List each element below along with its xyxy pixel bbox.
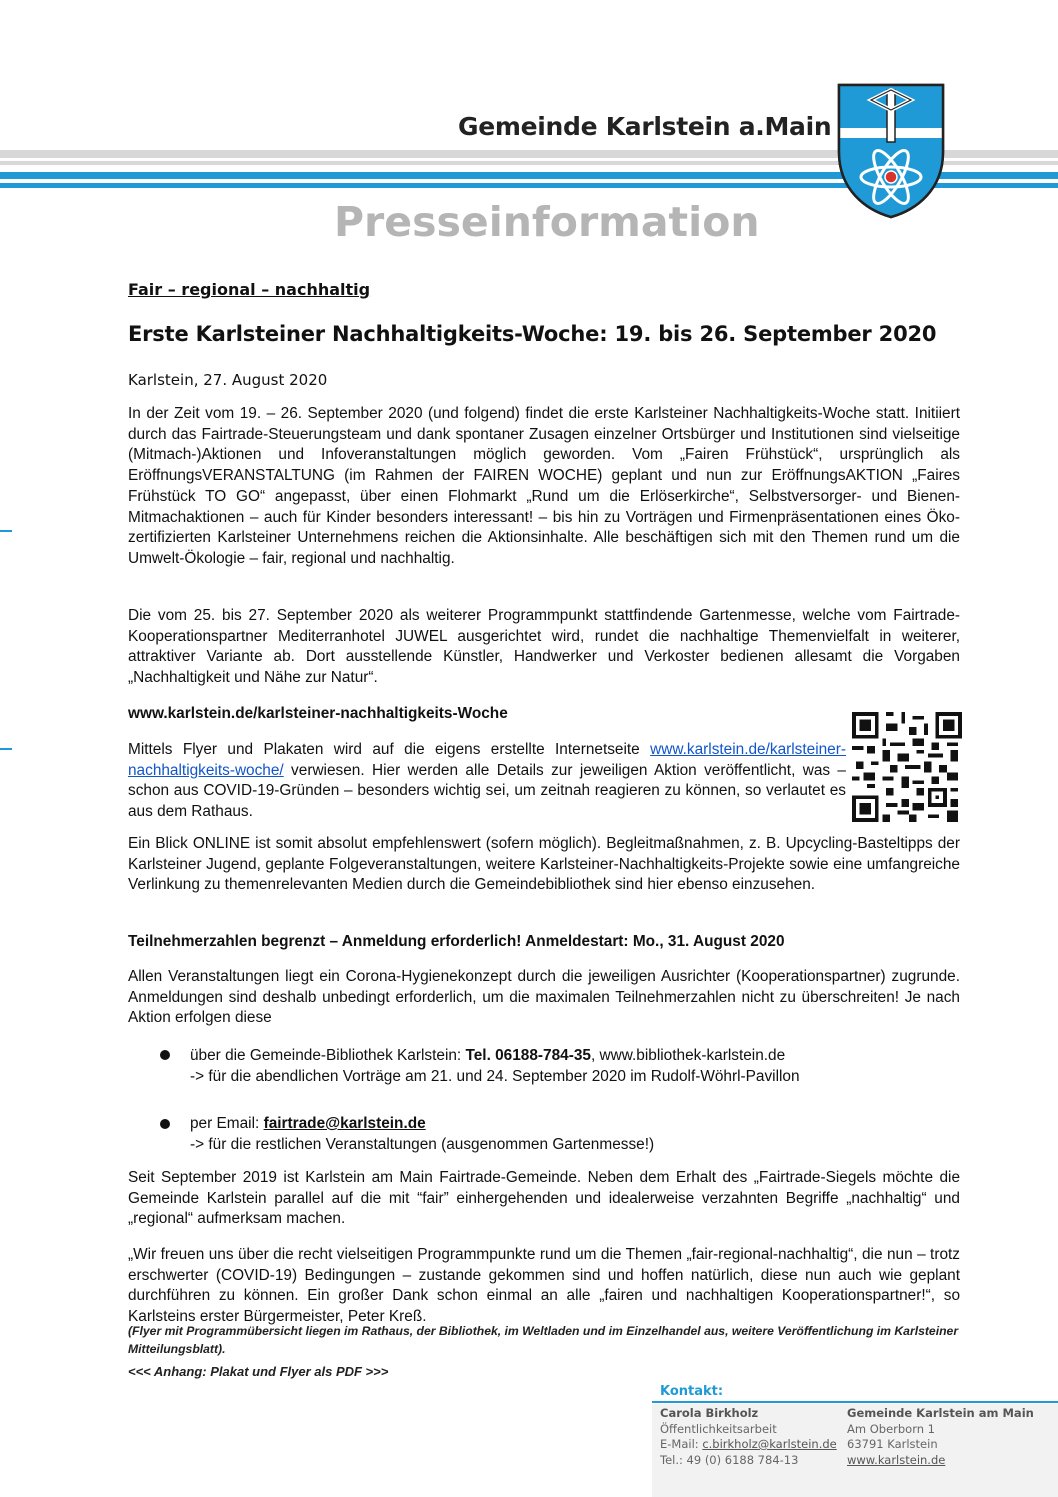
contact-office: [847, 1406, 1034, 1468]
contact-person-role: Öffentlichkeitsarbeit: [660, 1421, 777, 1436]
paragraph-registration: Allen Veranstaltungen liegt ein Corona-Hygienekonzept durch die jeweiligen Ausrichter (Kooperationspartner) zugrunde. Anmeldungen sind deshalb unbedingt erforderlich, um die maximalen Teilnehmerzahlen nicht zu überschreiten! Je nach Aktion erfolgen diese: [128, 968, 960, 1027]
website-link[interactable]: www.karlstein.de/karlsteiner-nachhaltigkeits-woche/: [128, 741, 846, 779]
contact-office-name: Gemeinde Karlstein am Main: [847, 1406, 1034, 1420]
contact-office-street: Am Oberborn 1: [847, 1421, 936, 1436]
bullet-marker: [160, 1050, 170, 1060]
bullet-email: [190, 1114, 426, 1135]
paragraph-website-text: Mittels Flyer und Plakaten wird auf die eigens erstellte Internetseite: [128, 741, 651, 758]
bullet-marker: [160, 1119, 170, 1129]
paragraph-gartenmesse: Die vom 25. bis 27. September 2020 als weiterer Programmpunkt stattfindende Gartenmesse, welche vom Fairtrade-Kooperationspartner Mediterranhotel JUWEL ausgerichtet wird, rundet die nachhaltige Themenvielfalt in weiterer, attraktiver Variante ab. Dort ausstellende Künstler, Handwerker und Verkoster bedienen allesamt die Vorgaben „Nachhaltigkeit und Nähe zur Natur“.: [128, 607, 960, 687]
qr-code-icon: [852, 712, 962, 822]
registration-heading: Teilnehmerzahlen begrenzt – Anmeldung erforderlich! Anmeldestart: Mo., 31. August 2020: [128, 933, 785, 950]
library-phone: Tel. 06188-784-35: [465, 1047, 591, 1064]
office-website-link[interactable]: www.karlstein.de: [847, 1452, 946, 1467]
bullet-library-text: über die Gemeinde-Bibliothek Karlstein:: [190, 1047, 466, 1064]
organization-name: Gemeinde Karlstein a.Main: [458, 112, 832, 141]
contact-divider: [652, 1401, 1058, 1403]
attachment-note: <<< Anhang: Plakat und Flyer als PDF >>>: [128, 1364, 389, 1379]
paragraph-website: [128, 740, 846, 823]
contact-person-name: Carola Birkholz: [660, 1406, 759, 1420]
web-heading: www.karlstein.de/karlsteiner-nachhaltigkeits-Woche: [128, 705, 508, 722]
coat-of-arms-icon: [836, 82, 946, 220]
document-type-title: Presseinformation: [334, 198, 760, 246]
contact-person-email-row: [660, 1437, 837, 1453]
contact-office-web-row: [847, 1453, 1034, 1469]
paragraph-fairtrade: Seit September 2019 ist Karlstein am Main Fairtrade-Gemeinde. Neben dem Erhalt des „Fairtrade-Siegels möchte die Gemeinde Karlstein parallel auf die mit “fair” einhergehenden und idealerweise verzahnten Begriffe „nachhaltig“ und „regional“ aufmerksam machen.: [128, 1169, 960, 1228]
library-website: , www.bibliothek-karlstein.de: [590, 1047, 786, 1064]
paragraph-website-text-cont: verwiesen. Hier werden alle Details zur jeweiligen Aktion veröffentlicht, was – schon aus COVID-19-Gründen – besonders wichtig sei, um zeitnah reagieren zu können, so verlautet es aus dem Rathaus.: [128, 761, 846, 821]
headline: Erste Karlsteiner Nachhaltigkeits-Woche: 19. bis 26. September 2020: [128, 322, 937, 346]
bullet-email-text: per Email:: [190, 1115, 264, 1132]
kicker: Fair – regional – nachhaltig: [128, 280, 371, 299]
paragraph-quote: „Wir freuen uns über die recht vielseitigen Programmpunkte rund um die Themen „fair-regional-nachhaltig“, die nun – trotz erschwerter (COVID-19) Bedingungen – zustande gekommen sind und hoffen natürlich, diese nun auch wie geplant durchführen zu können. Ein großer Dank schon einmal an alle „fairen und nachhaltigen Kooperationspartner!“, so Karlsteins erster Bürgermeister, Peter Kreß.: [128, 1246, 960, 1326]
contact-person: [660, 1406, 837, 1468]
contact-person-phone: Tel.: 49 (0) 6188 784-13: [660, 1452, 799, 1467]
bullet-library: [190, 1046, 785, 1067]
flyer-note: (Flyer mit Programmübersicht liegen im Rathaus, der Bibliothek, im Weltladen und im Einzelhandel aus, weitere Veröffentlichung im Karlsteiner Mitteilungsblatt).: [128, 1324, 959, 1356]
contact-label: Kontakt:: [660, 1384, 724, 1399]
dateline: Karlstein, 27. August 2020: [128, 371, 328, 389]
bullet-library-detail: -> für die abendlichen Vorträge am 21. und 24. September 2020 im Rudolf-Wöhrl-Pavillon: [190, 1068, 800, 1085]
contact-office-city: 63791 Karlstein: [847, 1437, 938, 1451]
fold-mark: [0, 530, 12, 532]
bullet-email-detail: -> für die restlichen Veranstaltungen (ausgenommen Gartenmesse!): [190, 1136, 655, 1153]
email-label: E-Mail:: [660, 1437, 703, 1451]
punch-mark: [0, 748, 12, 750]
fairtrade-email-link[interactable]: fairtrade@karlstein.de: [263, 1115, 426, 1132]
paragraph-online: Ein Blick ONLINE ist somit absolut empfehlenswert (sofern möglich). Begleitmaßnahmen, z. B. Upcycling-Basteltipps der Karlsteiner Jugend, geplante Folgeveranstaltungen, weitere Karlsteiner-Nachhaltigkeits-Projekte sowie eine umfangreiche Verlinkung zu themenrelevanten Medien durch die Gemeindebibliothek sind hier ebenso einzusehen.: [128, 835, 960, 894]
paragraph-intro: In der Zeit vom 19. – 26. September 2020 (und folgend) findet die erste Karlsteiner Nachhaltigkeits-Woche statt. Initiiert durch das Fairtrade-Steuerungsteam und dank spontaner Zusagen einzelner Ortsbürger und Institutionen sind vielseitige (Mitmach-)Aktionen und Infoveranstaltungen möglich geworden. Vom „Fairen Frühstück“, ursprünglich als EröffnungsVERANSTALTUNG (im Rahmen der FAIREN WOCHE) geplant und nun zur EröffnungsAKTION „Faires Frühstück TO GO“ angepasst, über einen Flohmarkt „Rund um die Erlöserkirche“, Selbstversorger- und Bienen-Mitmachaktionen – auch für Kinder besonders interessant! – bis hin zu Vorträgen und Firmenpräsentationen eines Öko-zertifizierten Karlsteiner Unternehmens reichen die Aktionsinhalte. Alle beschäftigen sich mit den Themen rund um die Umwelt-Ökologie – fair, regional und nachhaltig.: [128, 405, 960, 567]
contact-email-link[interactable]: c.birkholz@karlstein.de: [702, 1437, 837, 1451]
